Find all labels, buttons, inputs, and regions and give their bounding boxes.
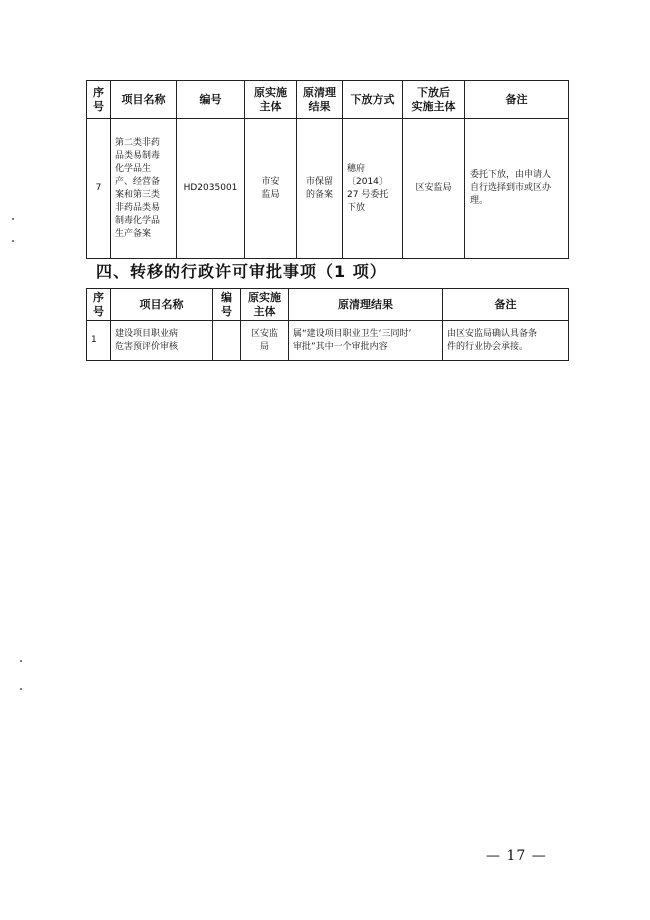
header-original-result: 原清理 结果 (297, 81, 343, 119)
table-header-row (87, 81, 569, 119)
cell-remark: 委托下放，由申请人 自行选择到市或区办 理。 (465, 119, 569, 259)
scan-speck (20, 660, 22, 662)
header-code: 编号 (177, 81, 245, 119)
cell-item-name: 第二类非药 品类易制毒 化学品生 产、经营备 案和第三类 非药品类易 制毒化学品 生产备案 (111, 119, 177, 259)
header-seq: 序 号 (87, 289, 111, 321)
header-seq: 序 号 (87, 81, 111, 119)
header-item-name: 项目名称 (111, 81, 177, 119)
cell-seq: 7 (87, 119, 111, 259)
page-number: — 17 — (486, 848, 547, 864)
header-new-body: 下放后 实施主体 (403, 81, 465, 119)
header-original-body: 原实施 主体 (245, 81, 297, 119)
cell-delegation-method: 穗府〔2014〕 27 号委托 下放 (343, 119, 403, 259)
header-delegation-method: 下放方式 (343, 81, 403, 119)
header-remark: 备注 (443, 289, 569, 321)
header-original-result: 原清理结果 (289, 289, 443, 321)
cell-original-result: 属“建设项目职业卫生‘三同时’ 审批”其中一个审批内容 (289, 321, 443, 361)
cell-original-body: 区安监 局 (241, 321, 289, 361)
cell-original-result: 市保留 的备案 (297, 119, 343, 259)
cell-original-body: 市安 监局 (245, 119, 297, 259)
cell-new-body: 区安监局 (403, 119, 465, 259)
cell-remark: 由区安监局确认具备条 件的行业协会承接。 (443, 321, 569, 361)
table-row (87, 321, 569, 361)
cell-item-name: 建设项目职业病 危害预评价审核 (111, 321, 213, 361)
header-code: 编 号 (213, 289, 241, 321)
scan-speck (12, 240, 14, 242)
cell-code: HD2035001 (177, 119, 245, 259)
section-heading: 四、转移的行政许可审批事项（1 项） (96, 262, 387, 281)
header-original-body: 原实施 主体 (241, 289, 289, 321)
scan-speck (20, 688, 22, 690)
sub-delegated-items-table (86, 80, 569, 259)
table-row (87, 119, 569, 259)
transferred-items-table (86, 288, 569, 361)
header-item-name: 项目名称 (111, 289, 213, 321)
cell-code (213, 321, 241, 361)
header-remark: 备注 (465, 81, 569, 119)
table-header-row (87, 289, 569, 321)
scan-speck (12, 218, 14, 220)
cell-seq: 1 (87, 321, 111, 361)
